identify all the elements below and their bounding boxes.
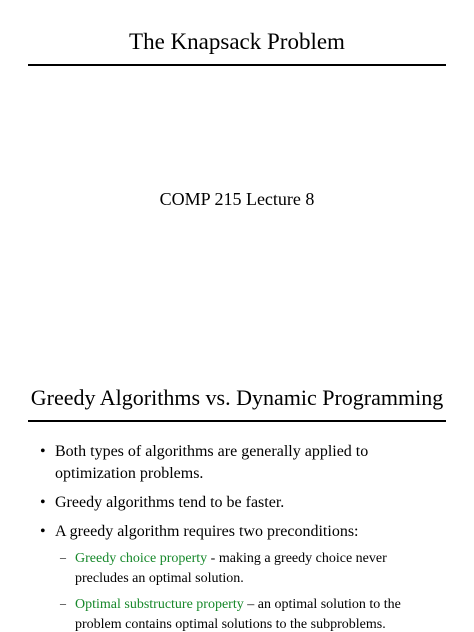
bullet-list bbox=[40, 441, 440, 632]
slide-title: Greedy Algorithms vs. Dynamic Programming bbox=[30, 385, 444, 410]
slide-title: The Knapsack Problem bbox=[129, 29, 345, 54]
sub-bullet-item bbox=[55, 595, 440, 632]
sub-bullet-term: Optimal substructure property bbox=[75, 597, 244, 612]
sub-bullet-term: Greedy choice property bbox=[75, 551, 208, 566]
sub-bullet-item bbox=[55, 549, 440, 589]
bullet-text: Both types of algorithms are generally applied to optimization problems. bbox=[55, 443, 369, 482]
bullet-text: Greedy algorithms tend to be faster. bbox=[55, 494, 285, 511]
sub-bullet-list bbox=[55, 549, 440, 632]
sub-bullet-marker: – bbox=[60, 550, 66, 564]
title-divider bbox=[28, 64, 446, 66]
slide-subtitle: COMP 215 Lecture 8 bbox=[159, 189, 315, 209]
title-divider bbox=[28, 420, 446, 422]
sub-bullet-text: - making a greedy choice never precludes an optimal solution. bbox=[75, 551, 387, 586]
bullet-text: A greedy algorithm requires two preconditions: bbox=[55, 523, 359, 540]
bullet-marker: • bbox=[40, 523, 46, 540]
bullet-item bbox=[40, 521, 440, 632]
sub-bullet-marker: – bbox=[60, 596, 66, 610]
bullet-marker: • bbox=[40, 494, 46, 511]
bullet-marker: • bbox=[40, 443, 46, 460]
sub-bullet-text: – an optimal solution to the problem contains optimal solutions to the subproblems. bbox=[75, 597, 401, 632]
bullet-item bbox=[40, 441, 440, 485]
bullet-item bbox=[40, 492, 440, 514]
